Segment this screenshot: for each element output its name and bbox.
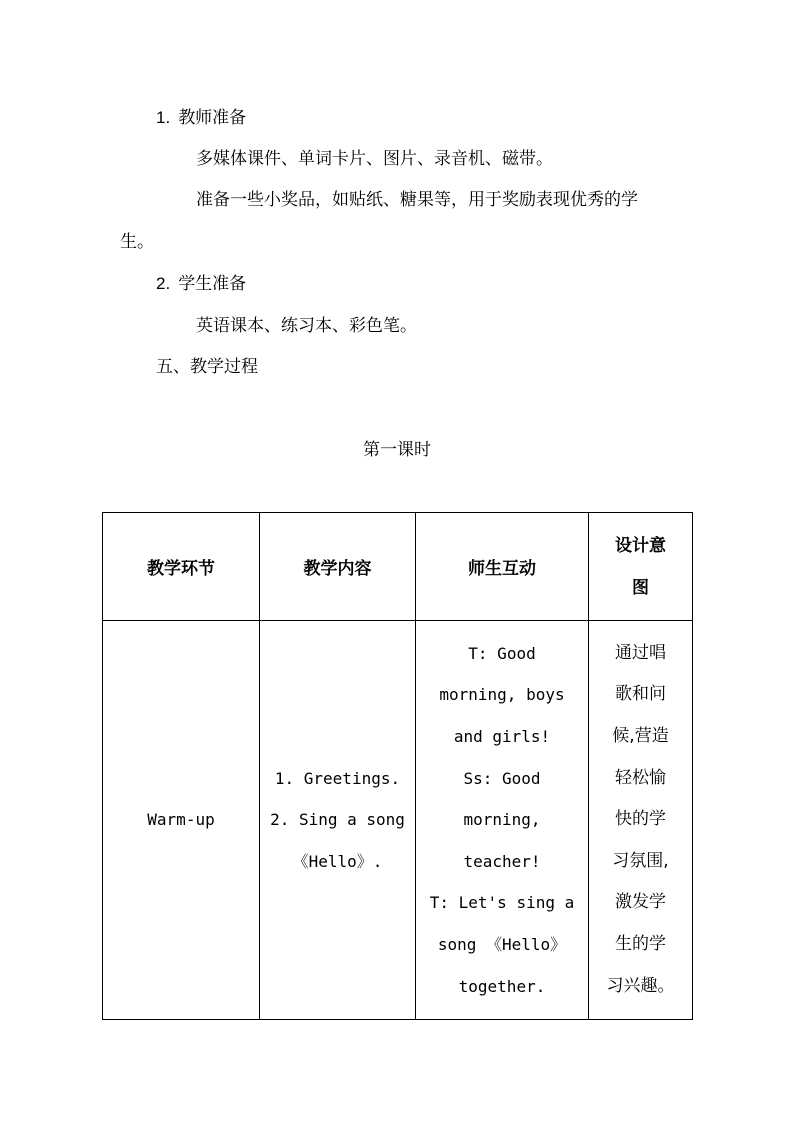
cell-content [260, 621, 416, 1020]
teacher-prep-line-3: 生。 [120, 232, 154, 252]
content-line: 《Hello》. [292, 851, 383, 871]
student-prep-line-1: 英语课本、练习本、彩色笔。 [196, 316, 417, 336]
header-intent-line-1: 设计意 [615, 535, 666, 556]
teacher-prep-line-1: 多媒体课件、单词卡片、图片、录音机、磁带。 [196, 149, 553, 169]
intent-line: 通过唱 [615, 642, 666, 663]
intent-line: 快的学 [615, 809, 666, 830]
content-line: 1. Greetings. [274, 768, 401, 788]
table-header-row [103, 513, 693, 621]
interaction-line: and girls! [453, 727, 551, 747]
intent-line: 习氛围, [612, 850, 669, 871]
content-line: 2. Sing a song [270, 810, 405, 830]
header-intent [589, 513, 693, 621]
cell-intent [589, 621, 693, 1020]
interaction-line: teacher! [463, 851, 541, 871]
teacher-prep-title: 教师准备 [178, 108, 247, 128]
intent-line: 候,营造 [612, 726, 669, 747]
teacher-prep-line-2: 准备一些小奖品，如贴纸、糖果等，用于奖励表现优秀的学 [196, 190, 638, 210]
interaction-line: together. [458, 976, 546, 996]
interaction-line: song 《Hello》 [437, 934, 567, 954]
section-heading: 五、教学过程 [156, 357, 258, 377]
intent-line: 激发学 [615, 892, 666, 913]
interaction-line: Ss: Good [463, 768, 541, 788]
lesson-title: 第一课时 [363, 440, 431, 460]
intent-line: 生的学 [615, 933, 666, 954]
header-intent-line-2: 图 [632, 577, 649, 598]
student-prep-title: 学生准备 [178, 274, 247, 294]
header-stage: 教学环节 [103, 513, 260, 621]
cell-interaction [416, 621, 589, 1020]
interaction-line: T: Let's sing a [429, 893, 575, 913]
lesson-table [102, 512, 693, 1020]
student-prep-number: 2. [156, 274, 171, 293]
interaction-line: T: Good [468, 643, 536, 663]
cell-stage: Warm-up [103, 621, 260, 1020]
interaction-line: morning, [463, 810, 541, 830]
teacher-prep-heading [156, 108, 246, 128]
header-content: 教学内容 [260, 513, 416, 621]
intent-line: 歌和问 [615, 684, 666, 705]
intent-line: 习兴趣。 [606, 975, 675, 996]
student-prep-heading [156, 274, 246, 294]
table-row [103, 621, 693, 1020]
interaction-line: morning, boys [439, 685, 565, 705]
intent-line: 轻松愉 [615, 767, 666, 788]
header-interaction: 师生互动 [416, 513, 589, 621]
teacher-prep-number: 1. [156, 108, 171, 127]
